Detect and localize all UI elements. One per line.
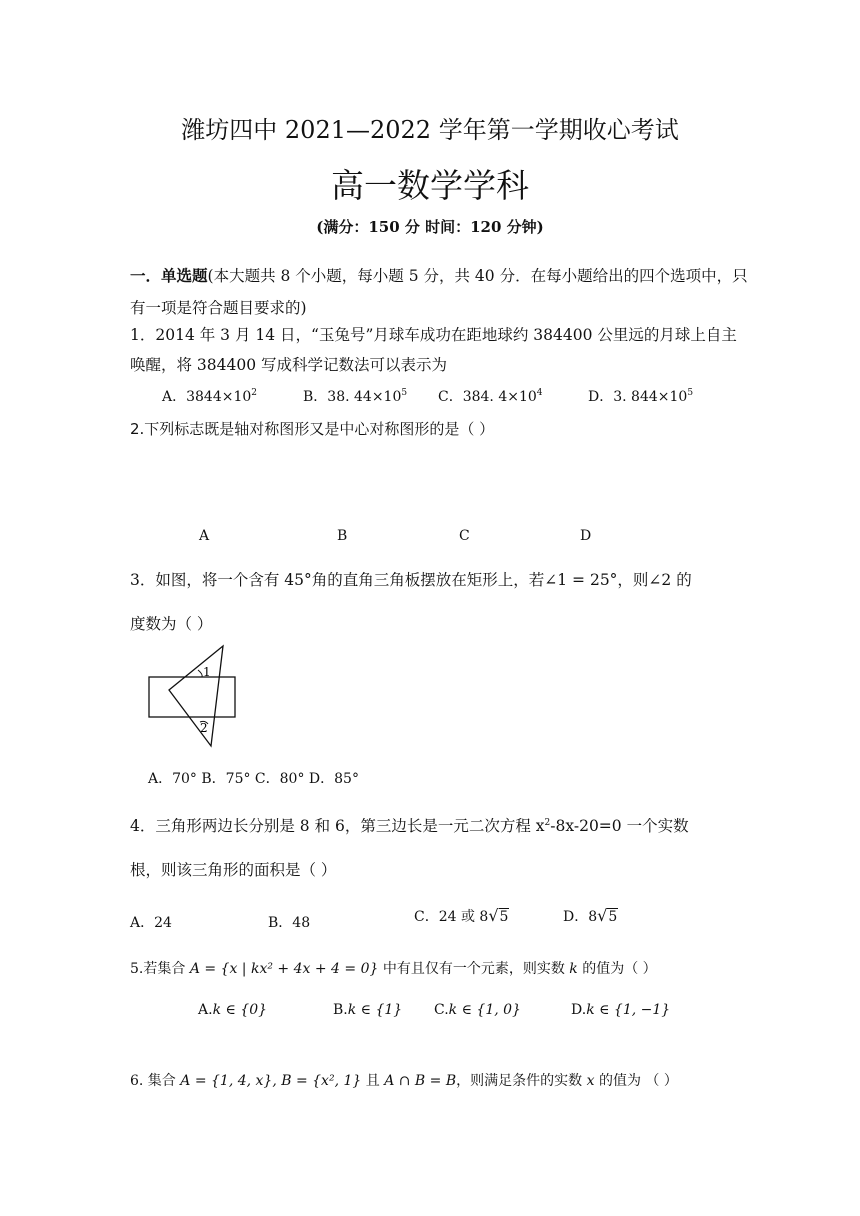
section-instruction: (本大题共 8 个小题，每小题 5 分，共 40 分．在每小题给出的四个选项中，只 xyxy=(207,267,748,285)
q3-line2: 度数为（ ） xyxy=(130,615,213,633)
q1-option-a: A．$3844\times 10^2$ xyxy=(162,388,258,405)
q5-option-c: C.k ∈ {1, 0} xyxy=(434,1002,521,1018)
q2-choice-b: B xyxy=(337,528,348,544)
section-instruction-line2: 有一项是符合题目要求的) xyxy=(130,299,307,317)
q3-figure-rectangle xyxy=(149,677,235,717)
q2-choice-c: C xyxy=(459,528,470,544)
q4-option-a: A．24 xyxy=(130,915,172,931)
q3-figure-triangle xyxy=(169,646,223,746)
q5-option-b: B.k ∈ {1} xyxy=(333,1002,403,1018)
section-heading: 一．单选题 xyxy=(130,266,208,285)
q2-text: 2.下列标志既是轴对称图形又是中心对称图形的是（ ） xyxy=(130,420,495,438)
q5-set-expression: A = {x | kx² + 4x + 4 = 0} xyxy=(189,961,379,977)
q2-choice-d: D xyxy=(580,528,592,544)
q6-set-expression: A = {1, 4, x}, B = {x², 1} xyxy=(180,1073,362,1089)
q1-line1: 1．2014 年 3 月 14 日，“玉兔号”月球车成功在距地球约 384400 公里远的月球上自主 xyxy=(130,326,737,344)
q6-text: 6. 集合 A = {1, 4, x}, B = {x², 1} 且 A ∩ B = B，则满足条件的实数 x 的值为 （ ） xyxy=(130,1073,678,1089)
q2-choice-a: A xyxy=(199,528,210,544)
q3-figure-label-2: 2 xyxy=(200,721,208,735)
q4-line1: 4．三角形两边长分别是 8 和 6，第三边长是一元二次方程 $x^2-8x-20=0$ 一个实数 xyxy=(130,817,689,835)
q3-options: A．70° B．75° C．80° D．85° xyxy=(148,771,359,787)
q3-line1: 3．如图，将一个含有 45°角的直角三角板摆放在矩形上，若∠1 = 25°，则∠2 的 xyxy=(130,571,692,589)
q1-option-b: B．38. $44\times 10^5$ xyxy=(303,388,408,405)
q1-option-c: C．384. $4\times 10^4$ xyxy=(438,388,543,405)
q4-line2: 根，则该三角形的面积是（ ） xyxy=(130,861,337,879)
q6-intersection-expression: A ∩ B = B xyxy=(384,1073,457,1089)
sqrt-5: √5 xyxy=(488,906,509,925)
sqrt-5: √5 xyxy=(597,906,618,925)
q4-option-b: B．48 xyxy=(268,915,311,931)
exam-title: 潍坊四中 2021—2022 学年第一学期收心考试 xyxy=(181,116,679,144)
q4-option-d: D．8√5 xyxy=(563,906,618,925)
q3-figure-label-1: 1 xyxy=(203,665,211,679)
q4-option-c: C．24 或 8√5 xyxy=(414,906,509,925)
q1-line2: 唤醒，将 384400 写成科学记数法可以表示为 xyxy=(130,356,448,374)
q3-figure xyxy=(140,640,250,750)
q1-option-d: D．3. $844\times 10^5$ xyxy=(588,388,694,405)
q5-option-a: A.k ∈ {0} xyxy=(198,1002,268,1018)
subject-title: 高一数学学科 xyxy=(331,166,529,205)
exam-meta: (满分：150 分 时间：120 分钟) xyxy=(316,218,544,236)
q5-text: 5.若集合 A = {x | kx² + 4x + 4 = 0} 中有且仅有一个元素，则实数 k 的值为（ ） xyxy=(130,961,657,977)
q5-option-d: D.k ∈ {1, −1} xyxy=(571,1002,671,1018)
section-instruction-line1 xyxy=(130,264,748,286)
